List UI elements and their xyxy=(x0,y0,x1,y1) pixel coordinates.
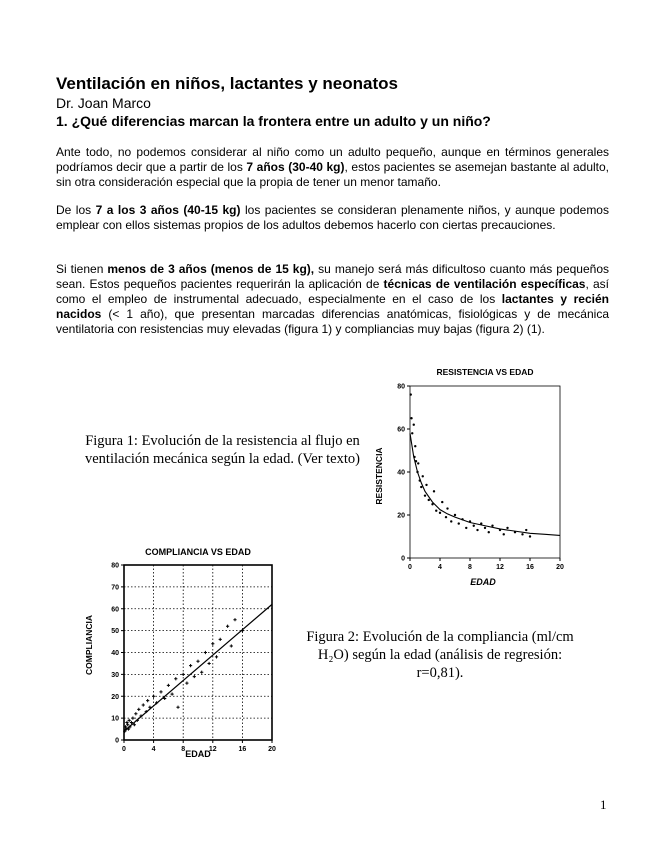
figure-2-caption: Figura 2: Evolución de la compliancia (ml/cm H₂O) según la edad (análisis de regresión: r=0,81). xyxy=(306,629,574,681)
x-tick-label: 12 xyxy=(496,564,504,571)
data-point xyxy=(174,677,177,680)
data-point xyxy=(424,494,426,496)
data-point xyxy=(152,695,155,698)
data-point xyxy=(182,673,185,676)
x-tick-label: 20 xyxy=(268,746,276,753)
data-point xyxy=(142,703,145,706)
data-point xyxy=(131,717,134,720)
data-point xyxy=(446,507,448,509)
page-number: 1 xyxy=(600,797,607,812)
data-point xyxy=(171,692,174,695)
data-point xyxy=(473,525,475,527)
x-tick-label: 0 xyxy=(408,564,412,571)
compliance-chart-title: COMPLIANCIA VS EDAD xyxy=(145,547,251,557)
plot-frame xyxy=(410,386,560,558)
resistance-chart xyxy=(360,364,575,596)
y-tick-label: 20 xyxy=(111,693,119,701)
data-point xyxy=(215,655,218,658)
compliance-chart-ylabel: COMPLIANCIA xyxy=(84,615,94,675)
y-tick-label: 80 xyxy=(111,562,119,570)
data-point xyxy=(230,644,233,647)
data-point xyxy=(146,699,149,702)
compliance-chart-xlabel: EDAD xyxy=(185,749,211,759)
y-tick-label: 0 xyxy=(115,737,119,745)
y-tick-label: 40 xyxy=(111,650,119,657)
x-tick-label: 8 xyxy=(468,564,472,571)
fit-curve xyxy=(410,433,560,535)
data-point xyxy=(417,462,419,464)
paragraph-3 xyxy=(56,262,609,337)
data-point xyxy=(425,484,427,486)
data-point xyxy=(441,501,443,503)
data-point xyxy=(422,475,424,477)
data-point xyxy=(211,642,214,645)
data-point xyxy=(128,719,131,722)
x-tick-label: 4 xyxy=(151,746,156,753)
paragraph-1 xyxy=(56,145,609,190)
text-run: , así como el empleo de instrumental adecuado, especialmente en el caso de los xyxy=(56,277,609,306)
resistance-chart-ylabel: RESISTENCIA xyxy=(374,447,384,505)
text-run: Si tienen xyxy=(56,262,108,276)
data-point xyxy=(233,618,236,621)
bold-run: lactantes y recién nacidos xyxy=(56,292,609,321)
data-point xyxy=(137,708,140,711)
x-tick-label: 16 xyxy=(238,746,247,753)
compliance-chart xyxy=(80,543,285,763)
y-tick-label: 40 xyxy=(397,469,405,477)
data-point xyxy=(450,520,452,522)
data-point xyxy=(167,684,170,687)
data-point xyxy=(204,651,207,654)
data-point xyxy=(433,490,435,492)
text-run: Ante todo, no podemos considerar al niño como un adulto pequeño, aunque en términos generales podríamos decir que a partir de los xyxy=(56,145,609,174)
text-run: su manejo será más dificultoso cuanto más pequeños sean. Estos pequeños pacientes requerirán la aplicación de xyxy=(56,262,609,291)
data-point xyxy=(414,445,416,447)
document-title: Ventilación en niños, lactantes y neonatos xyxy=(56,74,398,93)
y-tick-label: 60 xyxy=(397,426,405,434)
section-heading: 1. ¿Qué diferencias marcan la frontera entre un adulto y un niño? xyxy=(56,113,491,129)
x-tick-label: 0 xyxy=(122,746,126,753)
y-tick-label: 10 xyxy=(111,715,119,723)
data-point xyxy=(435,510,437,512)
text-run: De los xyxy=(56,203,96,217)
data-point xyxy=(185,682,188,685)
y-tick-label: 20 xyxy=(397,512,405,520)
data-point xyxy=(193,675,196,678)
bold-run: 7 años (30-40 kg) xyxy=(246,160,345,174)
y-tick-label: 50 xyxy=(111,628,119,636)
data-point xyxy=(529,535,531,537)
text-run: , estos pacientes se asemejan bastante al adulto, sin otra consideración especial que la propia de tener un menor tamaño. xyxy=(56,160,610,189)
x-tick-label: 12 xyxy=(208,746,217,753)
data-point xyxy=(413,424,415,426)
data-point xyxy=(411,432,413,434)
x-tick-label: 4 xyxy=(438,564,442,571)
figure-1-caption: Figura 1: Evolución de la resistencia al flujo en ventilación mecánica según la edad. (Ver texto) xyxy=(85,433,360,467)
data-point xyxy=(134,712,137,715)
paragraph-2 xyxy=(56,203,609,233)
data-point xyxy=(454,514,456,516)
data-point xyxy=(488,531,490,533)
data-point xyxy=(491,525,493,527)
data-point xyxy=(196,660,199,663)
text-run: los pacientes se consideran plenamente niños, y aunque podemos emplear con ellos sistemas propios de los adultos debemos hacerlo con ciertas precauciones. xyxy=(56,203,609,232)
bold-run: técnicas de ventilación específicas xyxy=(383,277,586,291)
x-tick-label: 16 xyxy=(526,564,534,571)
y-tick-label: 60 xyxy=(111,606,119,614)
document-author: Dr. Joan Marco xyxy=(56,95,151,111)
data-point xyxy=(176,706,179,709)
data-point xyxy=(503,533,505,535)
bold-run: menos de 3 años (menos de 15 kg), xyxy=(107,262,315,276)
data-point xyxy=(439,512,441,514)
data-point xyxy=(525,529,527,531)
bold-run: 7 a los 3 años (40-15 kg) xyxy=(95,203,241,217)
regression-line xyxy=(124,604,272,731)
text-run: (< 1 año), que presentan marcadas diferencias anatómicas, fisiológicas y de mecánica ventilatoria con resistencias muy elevadas (figura 1) y compliancias muy bajas (figura 2) (1). xyxy=(56,307,609,336)
data-point xyxy=(208,662,211,665)
data-point xyxy=(428,499,430,501)
y-tick-label: 30 xyxy=(111,671,119,679)
data-point xyxy=(506,527,508,529)
data-point xyxy=(484,527,486,529)
data-point xyxy=(410,417,412,419)
resistance-chart-title: RESISTENCIA VS EDAD xyxy=(436,367,534,377)
data-point xyxy=(458,522,460,524)
x-tick-label: 8 xyxy=(181,746,186,753)
y-tick-label: 80 xyxy=(397,383,405,391)
data-point xyxy=(189,664,192,667)
data-point xyxy=(476,529,478,531)
data-point xyxy=(226,625,229,628)
data-point xyxy=(159,690,162,693)
data-point xyxy=(445,516,447,518)
data-point xyxy=(219,638,222,641)
data-point xyxy=(465,527,467,529)
y-tick-label: 70 xyxy=(111,584,119,592)
data-point xyxy=(420,486,422,488)
y-tick-label: 0 xyxy=(401,555,405,563)
data-point xyxy=(200,671,203,674)
x-tick-label: 20 xyxy=(556,564,564,571)
data-point xyxy=(521,533,523,535)
data-point xyxy=(410,393,412,395)
resistance-chart-xlabel: EDAD xyxy=(470,577,496,587)
